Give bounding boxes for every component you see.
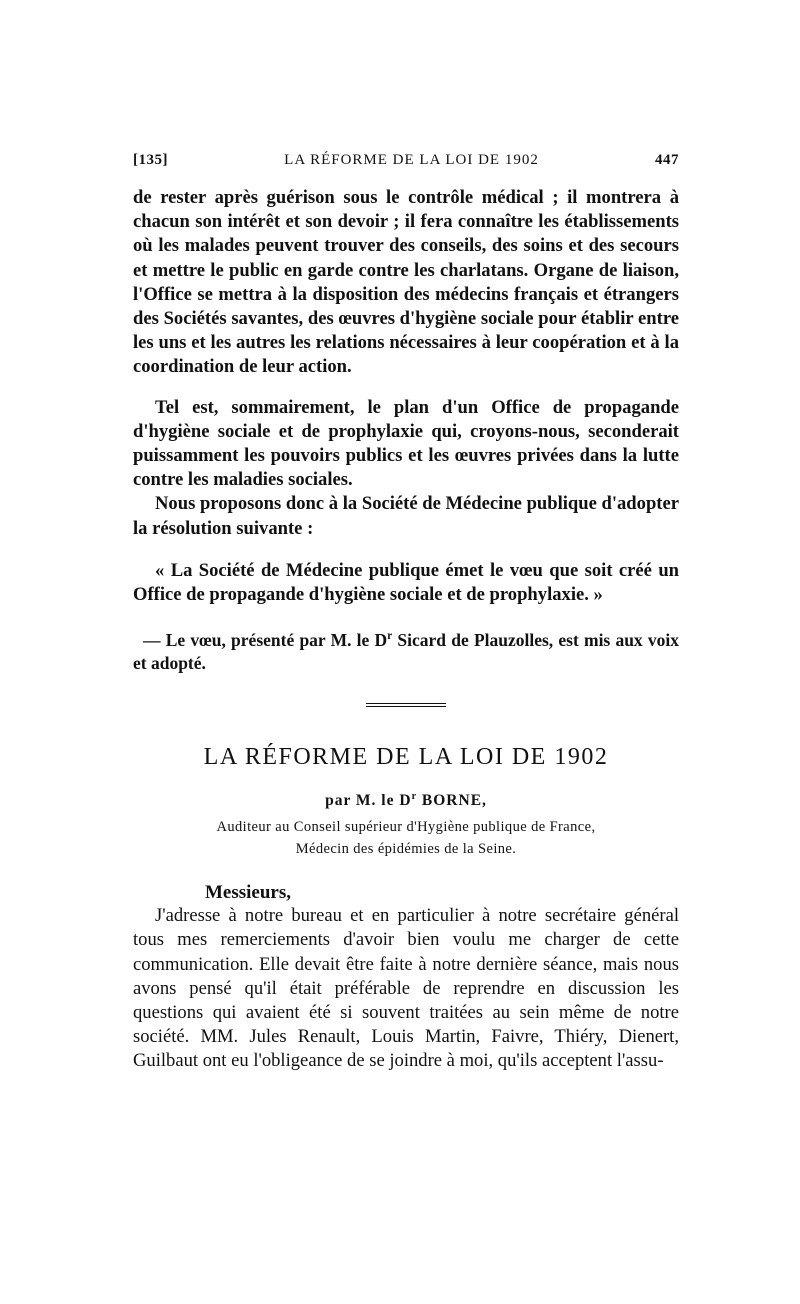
running-head: [133, 152, 679, 174]
section-divider: [366, 703, 446, 706]
resolution-quote: « La Société de Médecine publique émet le vœu que soit créé un Office de propagande d'hygiène sociale et de prophylaxie. »: [133, 559, 679, 606]
vote-note: [133, 625, 679, 675]
running-title: LA RÉFORME DE LA LOI DE 1902: [284, 152, 539, 168]
section-body: [133, 904, 679, 1073]
report-number: [135]: [133, 152, 168, 168]
byline-suffix: BORNE,: [417, 792, 487, 810]
author-affiliation: [133, 816, 679, 860]
page-number: 447: [654, 152, 679, 168]
section-title: LA RÉFORME DE LA LOI DE 1902: [203, 744, 609, 771]
document-page: [133, 152, 679, 1074]
paragraph-summary: Tel est, sommairement, le plan d'un Office de propagande d'hygiène sociale et de prophylaxie qui, croyons-nous, seconderait puissamment les pouvoirs publics et les œuvres privées dans la lutte contre les maladies sociales.: [133, 396, 679, 491]
byline-prefix: par M. le D: [325, 792, 412, 810]
affiliation-line-1: Auditeur au Conseil supérieur d'Hygiène publique de France,: [216, 819, 596, 836]
paragraph-proposal: Nous proposons donc à la Société de Médecine publique d'adopter la résolution suivante :: [133, 493, 679, 539]
vote-note-suffix: Sicard de Plauzolles, est mis aux voix et adopté.: [133, 630, 679, 674]
paragraph-continued: de rester après guérison sous le contrôle médical ; il montrera à chacun son intérêt et son devoir ; il fera connaître les établissements où les malades peuvent trouver des conseils, des soins et des secours et mettre le public en garde contre les charlatans. Organe de liaison, l'Office se mettra à la disposition des médecins français et étrangers des Sociétés savantes, des œuvres d'hygiène sociale pour établir entre les uns et les autres les relations nécessaires à leur coopération et à la coordination de leur action.: [133, 187, 679, 378]
author-byline: [133, 791, 679, 810]
salutation: Messieurs,: [205, 882, 292, 904]
section-body-paragraph: J'adresse à notre bureau et en particulier à notre secrétaire général tous mes remerciements d'avoir bien voulu me charger de cette communication. Elle devait être faite à notre dernière séance, mais nous avons pensé qu'il était préférable de reprendre en discussion les questions qui avaient été si souvent traitées au sein même de notre société. MM. Jules Renault, Louis Martin, Faivre, Thiéry, Dienert, Guilbaut ont eu l'obligeance de se joindre à moi, qu'ils acceptent l'assu-: [133, 905, 679, 1072]
affiliation-line-2: Médecin des épidémies de la Seine.: [295, 841, 517, 858]
byline-sup: r: [411, 791, 418, 803]
vote-note-prefix: — Le vœu, présenté par M. le D: [143, 630, 388, 651]
vote-note-sup: r: [387, 630, 393, 643]
